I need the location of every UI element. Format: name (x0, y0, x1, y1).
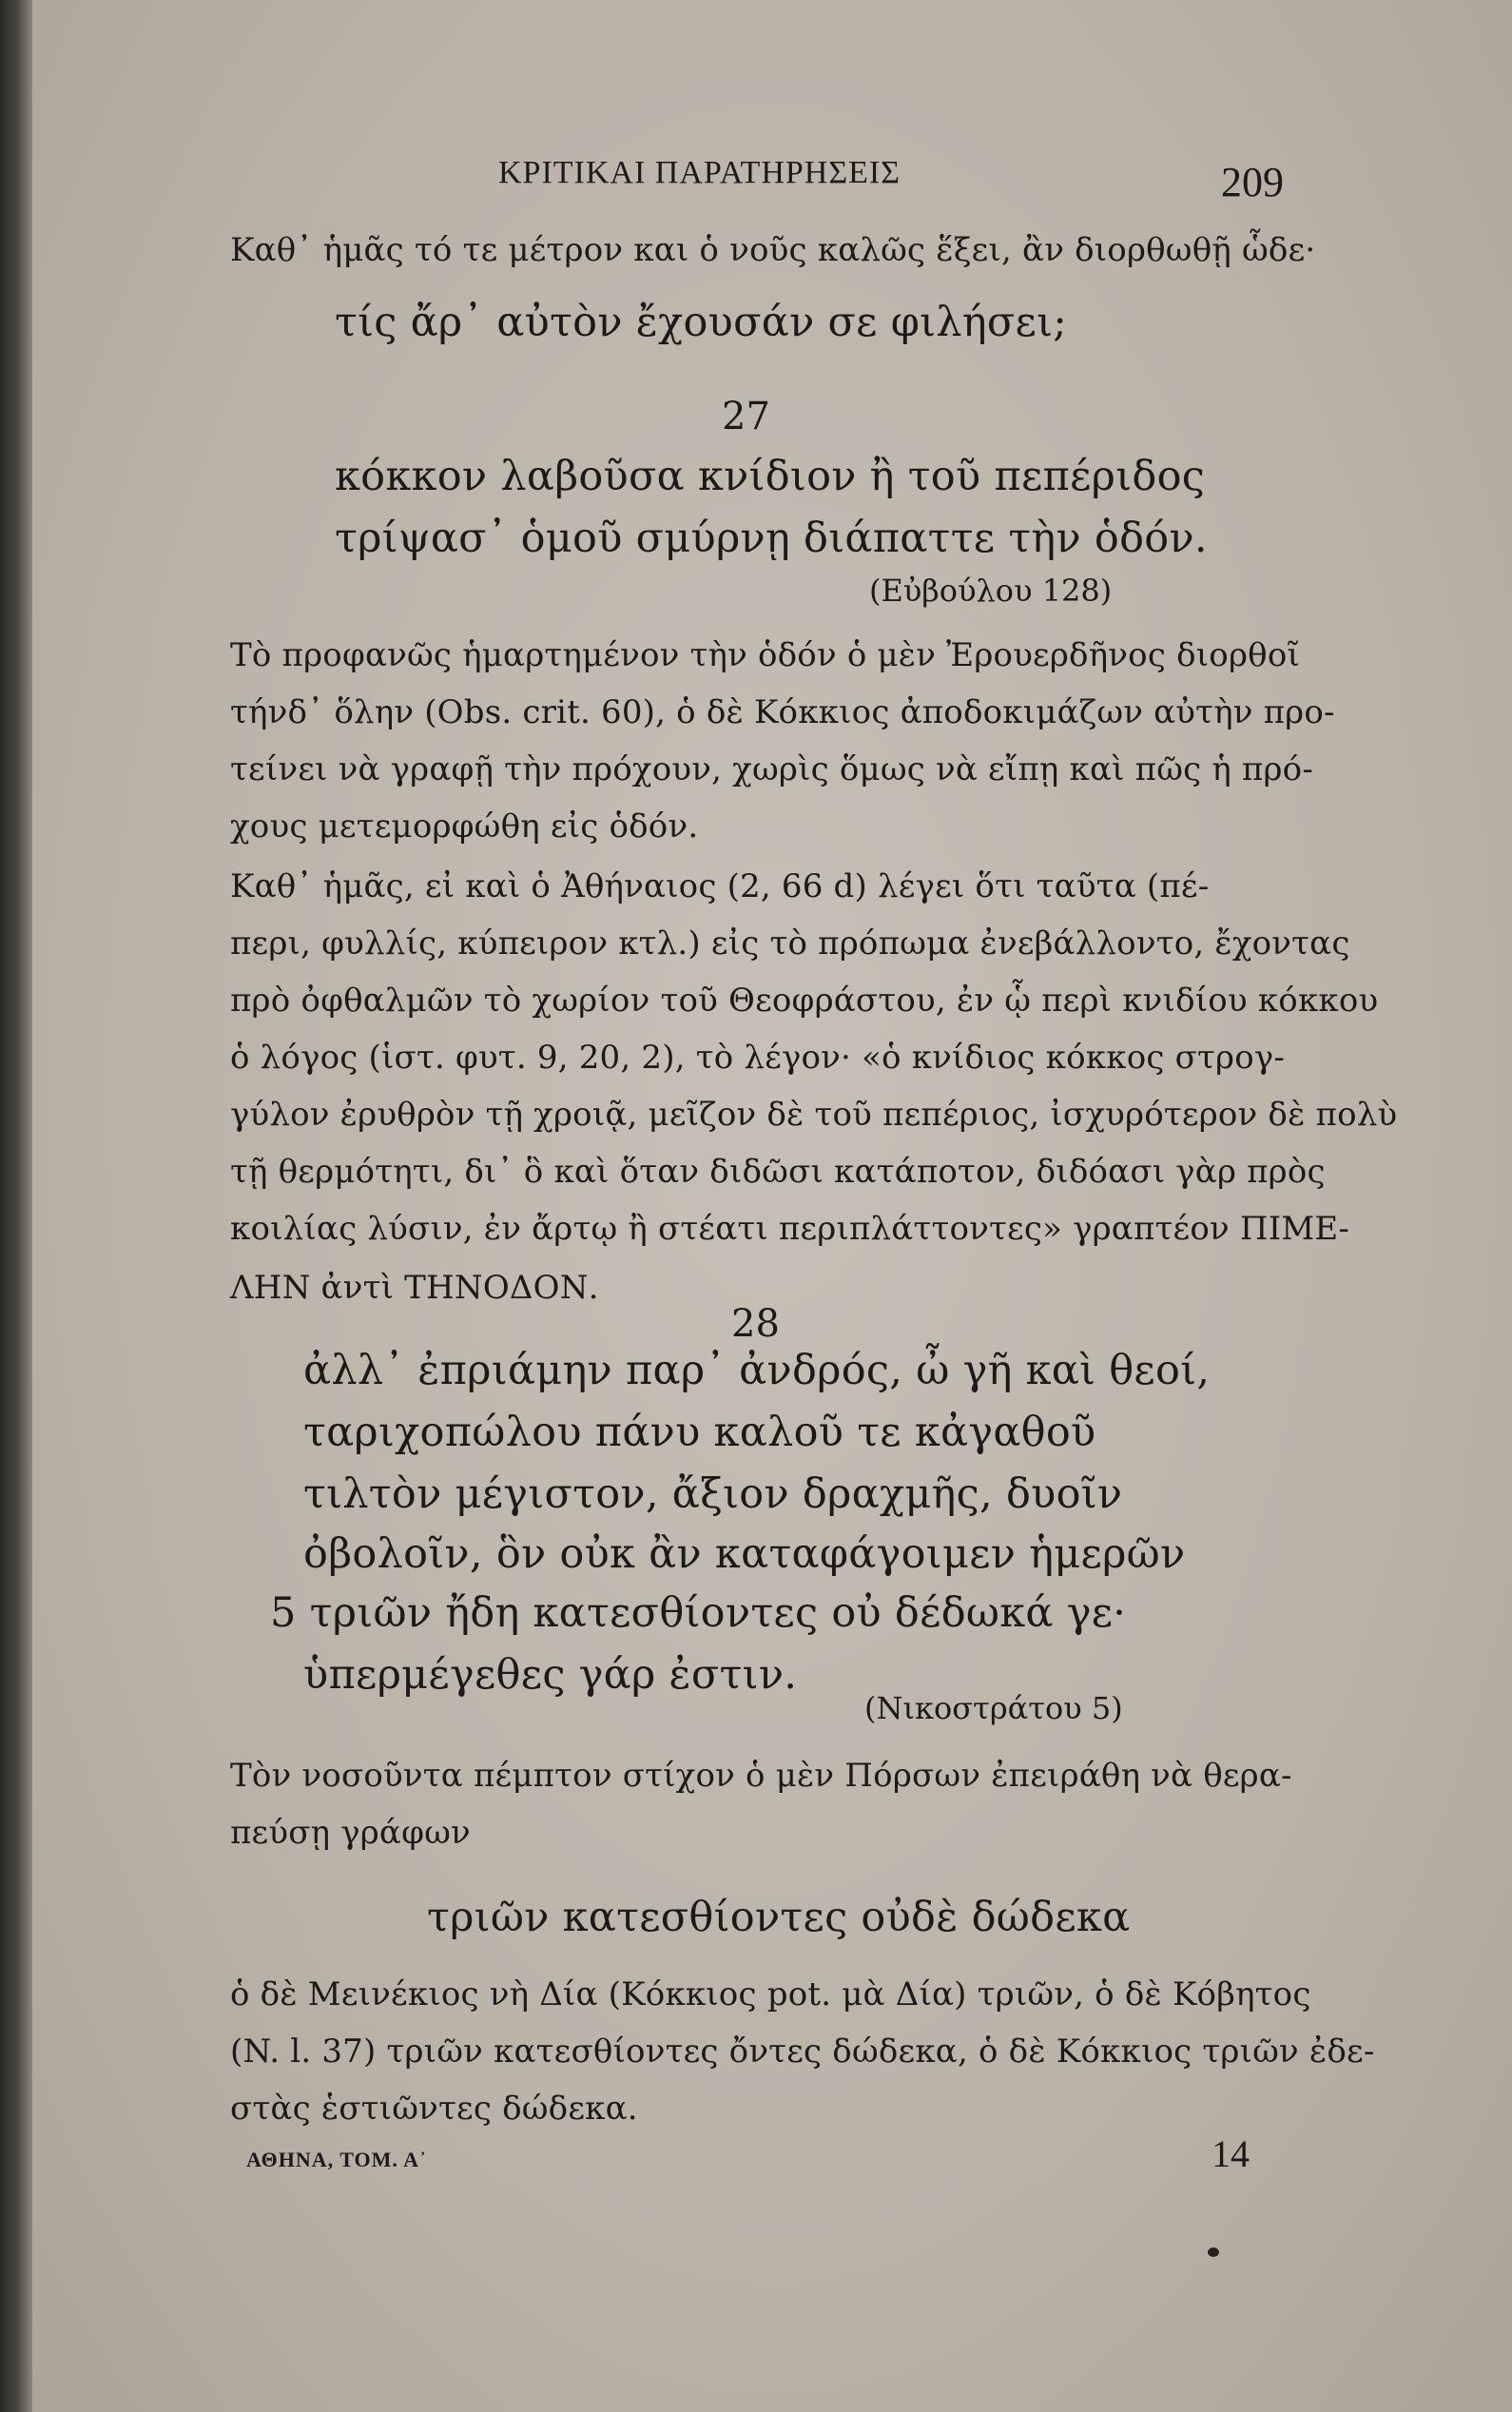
text-line: πρὸ ὀφθαλμῶν τὸ χωρίον τοῦ Θεοφράστου, ἐν ᾧ περὶ κνιδίου κόκκου (230, 982, 1379, 1020)
fragment-number: 28 (731, 1302, 780, 1346)
verse-line: ταριχοπώλου πάνυ καλοῦ τε κἀγαθοῦ (303, 1409, 1096, 1456)
text-line: ΛΗΝ ἀντὶ ΤΗΝΟΔΟΝ. (230, 1269, 599, 1307)
text-line: γύλον ἐρυθρὸν τῇ χροιᾷ, μεῖζον δὲ τοῦ πεπέριος, ἰσχυρότερον δὲ πολὺ (230, 1096, 1398, 1134)
text-line: ὁ δὲ Μεινέκιος νὴ Δία (Κόκκιος pot. μὰ Δία) τριῶν, ὁ δὲ Κόβητος (230, 1975, 1311, 2013)
running-header: ΚΡΙΤΙΚΑΙ ΠΑΡΑΤΗΡΗΣΕΙΣ (498, 155, 901, 190)
text-line: περι, φυλλίς, κύπειρον κτλ.) εἰς τὸ πρόπωμα ἐνεβάλλοντο, ἔχοντας (230, 924, 1350, 963)
verse-line: 5 τριῶν ἤδη κατεσθίοντες οὐ δέδωκά γε· (270, 1589, 1127, 1637)
text-line: τῇ θερμότητι, δι᾽ ὃ καὶ ὅταν διδῶσι κατάποτον, διδόασι γὰρ πρὸς (230, 1153, 1326, 1191)
text-line: τείνει νὰ γραφῇ τὴν πρόχουν, χωρὶς ὅμως νὰ εἴπῃ καὶ πῶς ἡ πρό- (230, 750, 1314, 788)
text-line: στὰς ἑστιῶντες δώδεκα. (230, 2090, 638, 2128)
verse-line: τριῶν κατεσθίοντες οὐδὲ δώδεκα (427, 1894, 1131, 1941)
verse-line: τιλτὸν μέγιστον, ἄξιον δραχμῆς, δυοῖν (303, 1470, 1123, 1518)
text-line: Καθ᾽ ἡμᾶς, εἰ καὶ ὁ Ἀθήναιος (2, 66 d) λέγει ὅτι ταῦτα (πέ- (230, 867, 1210, 905)
text-line: Τὸν νοσοῦντα πέμπτον στίχον ὁ μὲν Πόρσων ἐπειράθη νὰ θερα- (230, 1757, 1292, 1795)
printer-signature-label: ΑΘΗΝΑ, ΤΟΜ. Α᾽ (246, 2148, 428, 2171)
ink-speck (1208, 2247, 1219, 2257)
verse-line: ἀλλ᾽ ἐπριάμην παρ᾽ ἀνδρός, ὦ γῆ καὶ θεοί, (303, 1347, 1211, 1394)
text-line: χους μετεμορφώθη εἰς ὁδόν. (230, 807, 699, 846)
text-line: ὁ λόγος (ἱστ. φυτ. 9, 20, 2), τὸ λέγον· «ὁ κνίδιος κόκκος στρογ- (230, 1039, 1286, 1077)
text-line: Τὸ προφανῶς ἡμαρτημένον τὴν ὁδόν ὁ μὲν Ἐρουερδῆνος διορθοῖ (230, 636, 1301, 674)
source-citation: (Νικοστράτου 5) (864, 1690, 1123, 1726)
fragment-number: 27 (722, 395, 770, 438)
text-line: (N. l. 37) τριῶν κατεσθίοντες ὄντες δώδεκα, ὁ δὲ Κόκκιος τριῶν ἐδε- (230, 2033, 1375, 2071)
page-number: 209 (1221, 159, 1284, 205)
verse-line: κόκκον λαβοῦσα κνίδιον ἢ τοῦ πεπέριδος (335, 453, 1206, 500)
printer-signature-number: 14 (1212, 2132, 1250, 2175)
verse-line: τίς ἄρ᾽ αὐτὸν ἔχουσάν σε φιλήσει; (335, 299, 1068, 346)
book-binding-edge (0, 0, 32, 2412)
text-line: κοιλίας λύσιν, ἐν ἄρτῳ ἢ στέατι περιπλάττοντες» γραπτέον ΠΙΜΕ- (230, 1210, 1350, 1248)
verse-line: ὑπερμέγεθες γάρ ἐστιν. (303, 1651, 798, 1699)
source-citation: (Εὐβούλου 128) (869, 573, 1113, 609)
text-line: Καθ᾽ ἡμᾶς τό τε μέτρον και ὁ νοῦς καλῶς ἕξει, ἂν διορθωθῇ ὧδε· (230, 231, 1316, 269)
book-page (32, 0, 1512, 2412)
text-line: πεύσῃ γράφων (230, 1814, 471, 1852)
verse-line: ὀβολοῖν, ὃν οὐκ ἂν καταφάγοιμεν ἡμερῶν (303, 1530, 1186, 1578)
verse-line: τρίψασ᾽ ὁμοῦ σμύρνῃ διάπαττε τὴν ὁδόν. (335, 515, 1208, 562)
text-line: τήνδ᾽ ὅλην (Obs. crit. 60), ὁ δὲ Κόκκιος ἀποδοκιμάζων αὐτὴν προ- (230, 693, 1335, 731)
